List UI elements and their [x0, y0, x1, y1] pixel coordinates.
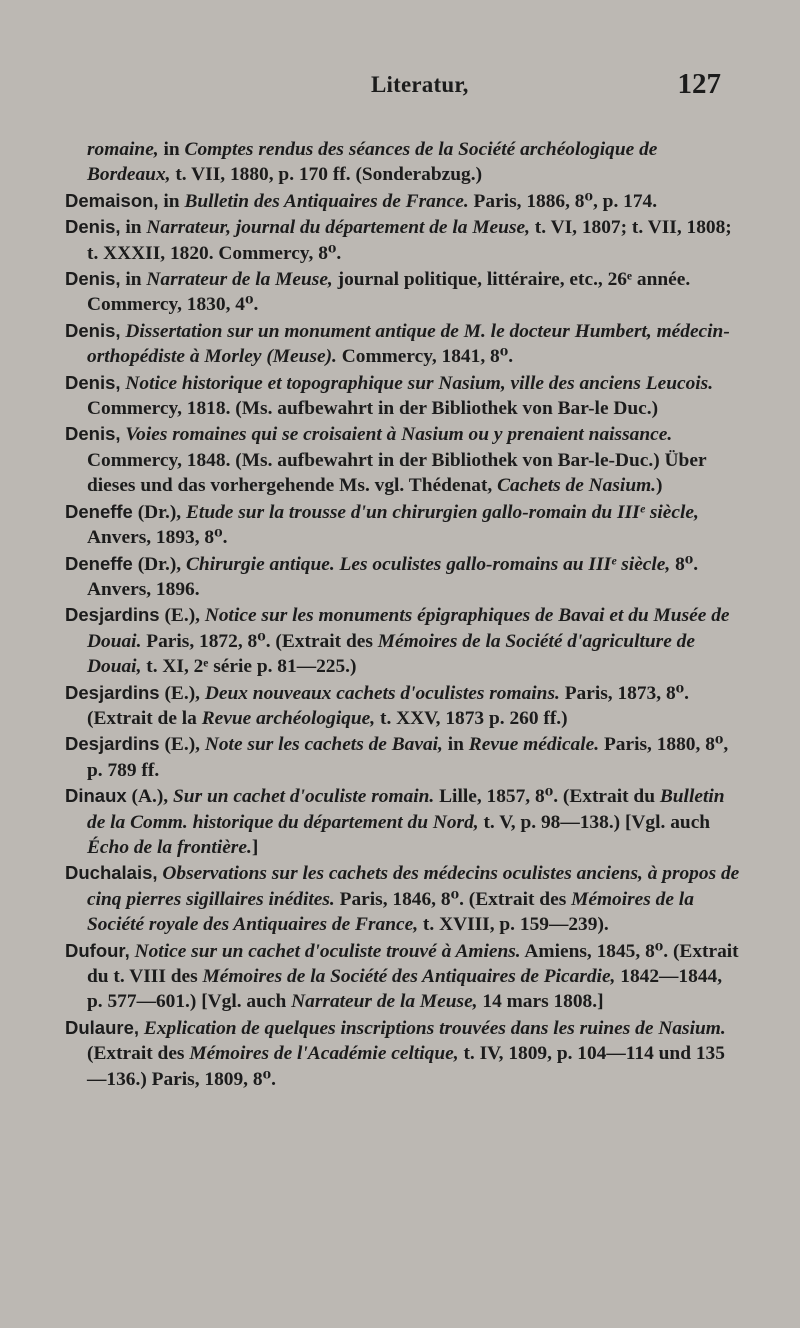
entry-author: Denis,	[65, 216, 121, 238]
entry-author: Duchalais,	[65, 862, 158, 884]
entry-author: Denis,	[65, 423, 121, 445]
entry-title-text: Revue archéologique,	[201, 707, 376, 729]
bibliography-entry	[65, 860, 741, 937]
entry-text: in	[158, 139, 185, 160]
entry-text: ]	[251, 836, 259, 858]
bibliography-entry	[65, 731, 741, 783]
entry-text: (A.),	[126, 786, 173, 808]
entry-author: Denis,	[65, 319, 121, 341]
entry-title-text: Etude sur la trousse d'un chirurgien gallo-romain du IIIᵉ siècle,	[186, 501, 699, 523]
entry-text: Lille, 1857, 8⁰. (Extrait du	[434, 786, 660, 808]
bibliography-entry	[65, 214, 741, 266]
entry-text: Paris, 1846, 8⁰. (Extrait des	[334, 888, 572, 910]
entry-author: Desjardins	[65, 681, 160, 703]
entry-text: )	[656, 475, 663, 497]
entry-text: Amiens, 1845, 8⁰. (Extrait du t. VIII des	[87, 940, 739, 987]
entry-title-text: Comptes rendus des séances de la Société archéologique de Bordeaux,	[87, 139, 658, 186]
page-number: 127	[677, 68, 721, 100]
entry-text: Anvers, 1893, 8⁰.	[87, 527, 228, 549]
entry-text: (E.),	[159, 734, 205, 756]
entry-text: t. VI, 1807; t. VII, 1808; t. XXXII, 1820. Commercy, 8⁰.	[87, 217, 732, 264]
entry-text: 8⁰. Anvers, 1896.	[87, 553, 699, 600]
entry-author: Dinaux	[65, 785, 127, 807]
entry-text: 14 mars 1808.]	[477, 991, 604, 1013]
bibliography-entry	[65, 938, 741, 1015]
entry-text: (Extrait des	[87, 1043, 190, 1065]
entry-text: in	[120, 269, 147, 291]
bibliography-entry	[65, 499, 741, 551]
entry-author: Dulaure,	[65, 1016, 140, 1038]
entry-text: Commercy, 1841, 8⁰.	[336, 346, 514, 368]
bibliography-entry	[65, 370, 741, 422]
entry-title-text: Mémoires de la Société d'agriculture de Douai,	[87, 630, 695, 678]
entry-text: 1842—1844, p. 577—601.) [Vgl. auch	[87, 966, 723, 1013]
entry-title-text: Note sur les cachets de Bavai,	[204, 734, 443, 756]
entry-text: Paris, 1873, 8⁰. (Extrait de la	[87, 682, 689, 729]
entry-title-text: Chirurgie antique. Les oculistes gallo-romains au IIIᵉ siècle,	[186, 553, 671, 575]
bibliography-entry	[65, 266, 741, 318]
entry-author: Denis,	[65, 268, 121, 290]
entry-author: Deneffe	[65, 552, 133, 574]
bibliography-list	[65, 137, 741, 1092]
entry-text: Commercy, 1818. (Ms. aufbewahrt in der Bibliothek von Bar-le Duc.)	[87, 398, 659, 420]
entry-author: Desjardins	[65, 604, 160, 626]
entry-title-text: Narrateur de la Meuse,	[146, 269, 333, 291]
entry-title-text: Revue médicale.	[468, 734, 600, 756]
entry-author: Desjardins	[65, 733, 160, 755]
entry-author: Deneffe	[65, 500, 133, 522]
entry-text: journal politique, littéraire, etc., 26ᵉ année. Commercy, 1830, 4⁰.	[87, 269, 691, 316]
entry-title-text: Notice sur les monuments épigraphiques de Bavai et du Musée de Douai.	[87, 605, 730, 652]
entry-title-text: Deux nouveaux cachets d'oculistes romains.	[204, 682, 560, 704]
entry-author: Denis,	[65, 371, 121, 393]
entry-title-text: Cachets de Nasium.	[497, 475, 657, 497]
entry-text: in	[120, 217, 147, 239]
entry-text: t. XXV, 1873 p. 260 ff.)	[375, 707, 568, 729]
bibliography-entry	[65, 783, 741, 860]
entry-text: Commercy, 1848. (Ms. aufbewahrt in der Bibliothek von Bar-le-Duc.) Über dieses und das vorhergehende Ms. vgl. Thédenat,	[87, 449, 707, 497]
entry-text: t. XI, 2ᵉ série p. 81—225.)	[141, 656, 357, 678]
entry-title-text: Notice sur un cachet d'oculiste trouvé à Amiens.	[134, 940, 521, 962]
bibliography-entry	[65, 137, 741, 188]
entry-title-text: Mémoires de l'Académie celtique,	[189, 1043, 459, 1065]
bibliography-entry	[65, 1015, 741, 1092]
entry-title-text: Notice historique et topographique sur Nasium, ville des anciens Leucois.	[125, 372, 714, 394]
entry-author: Demaison,	[65, 189, 159, 211]
entry-text: (Dr.),	[132, 501, 186, 523]
entry-text: (E.),	[159, 682, 205, 704]
entry-title-text: Narrateur de la Meuse,	[291, 991, 478, 1013]
entry-text: (Dr.),	[132, 553, 186, 575]
entry-title-text: Mémoires de la Société royale des Antiquaires de France,	[87, 888, 694, 936]
entry-text: in	[442, 734, 469, 756]
entry-title-text: Voies romaines qui se croisaient à Nasium ou y prenaient naissance.	[125, 424, 673, 446]
entry-text: t. XVIII, p. 159—239).	[418, 914, 609, 936]
entry-text: Paris, 1880, 8⁰, p. 789 ff.	[87, 734, 729, 781]
entry-text: (E.),	[159, 605, 205, 627]
entry-title-text: Bulletin des Antiquaires de France.	[184, 190, 469, 212]
entry-text: t. V, p. 98—138.) [Vgl. auch	[478, 811, 711, 833]
bibliography-entry	[65, 188, 741, 214]
entry-title-text: romaine,	[87, 139, 159, 160]
bibliography-entry	[65, 551, 741, 603]
entry-title-text: Mémoires de la Société des Antiquaires de Picardie,	[202, 966, 616, 987]
running-title: Literatur,	[371, 72, 469, 97]
bibliography-entry	[65, 318, 741, 370]
entry-title-text: Dissertation sur un monument antique de M. le docteur Humbert, médecin-orthopédiste à Morley (Meuse).	[87, 320, 730, 368]
entry-text: t. VII, 1880, p. 170 ff. (Sonderabzug.)	[170, 164, 483, 186]
entry-title-text: Écho de la frontière.	[87, 836, 252, 858]
entry-text: Paris, 1872, 8⁰. (Extrait des	[141, 630, 378, 652]
entry-title-text: Explication de quelques inscriptions trouvées dans les ruines de Nasium.	[143, 1017, 726, 1039]
entry-title-text: Bulletin de la Comm. historique du département du Nord,	[87, 786, 725, 833]
entry-text: in	[158, 190, 185, 212]
page-header	[0, 68, 800, 108]
entry-title-text: Narrateur, journal du département de la Meuse,	[146, 217, 530, 239]
entry-text: t. IV, 1809, p. 104—114 und 135—136.) Paris, 1809, 8⁰.	[87, 1043, 725, 1090]
entry-text: Paris, 1886, 8⁰, p. 174.	[468, 190, 658, 212]
entry-title-text: Sur un cachet d'oculiste romain.	[173, 786, 435, 808]
entry-title-text: Observations sur les cachets des médecins oculistes anciens, à propos de cinq pierres sigillaires inédites.	[87, 863, 740, 910]
bibliography-entry	[65, 680, 741, 732]
entry-author: Dufour,	[65, 939, 130, 961]
bibliography-entry	[65, 602, 741, 679]
bibliography-entry	[65, 421, 741, 498]
